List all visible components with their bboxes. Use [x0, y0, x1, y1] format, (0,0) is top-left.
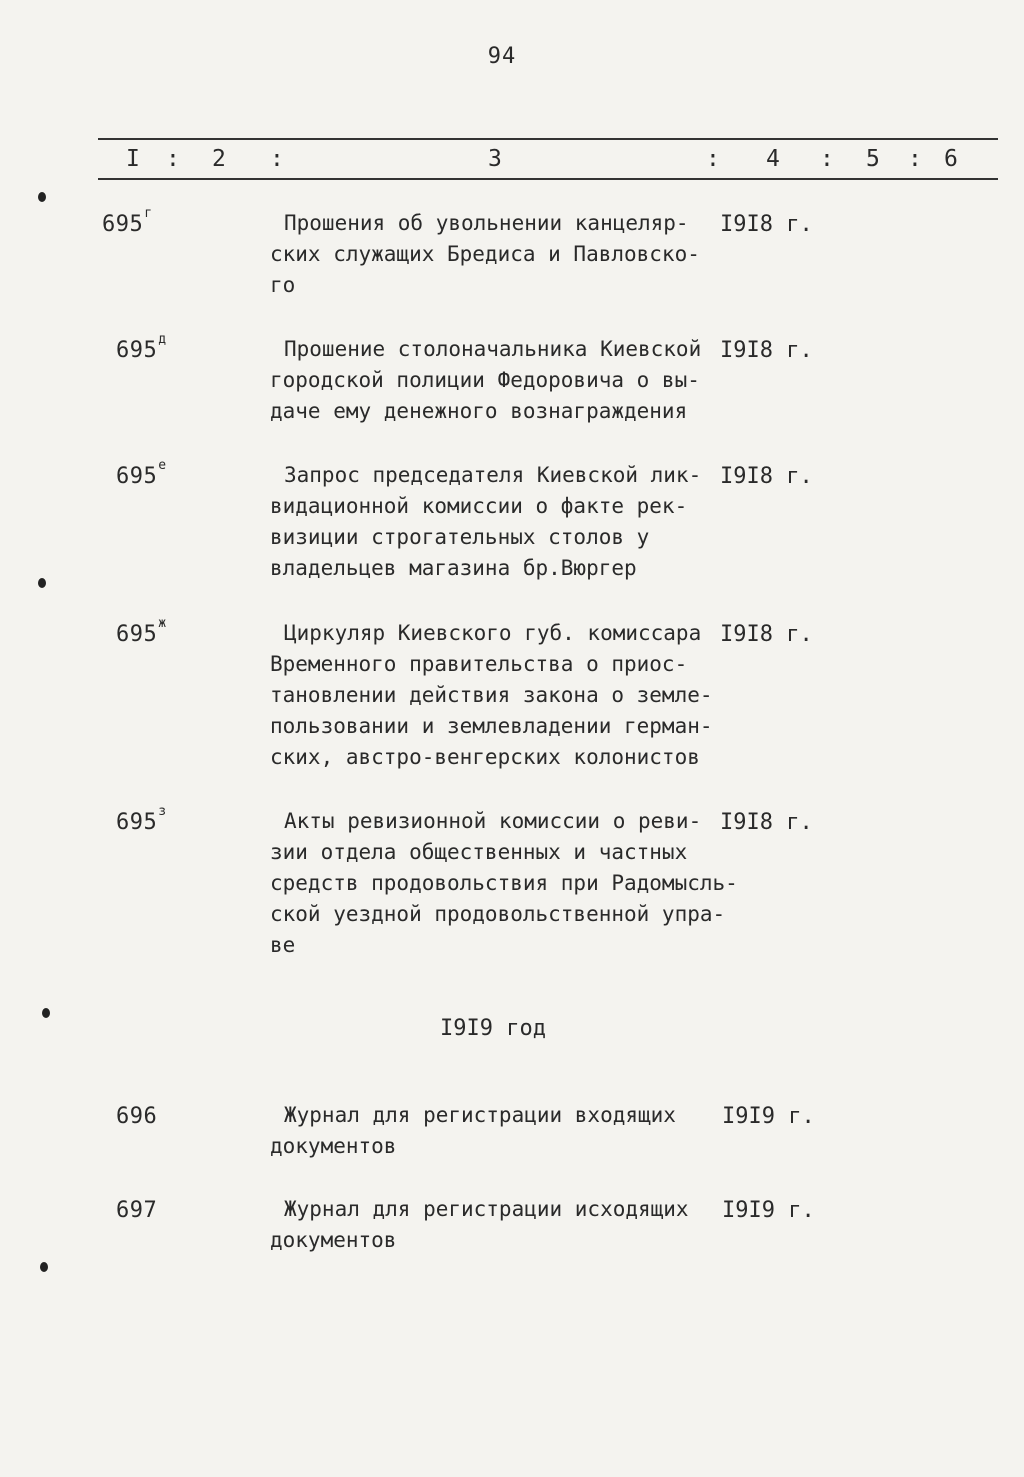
section-title: I9I9 год — [440, 1016, 546, 1041]
entry-date: I9I8 г. — [720, 338, 813, 363]
header-col-1: I — [126, 146, 140, 172]
entry-number: $695^е$ — [116, 458, 167, 489]
entry-number: $695^г$ — [102, 206, 153, 237]
entry-number: $695^ж$ — [116, 616, 167, 647]
entry-superscript: е — [158, 458, 167, 473]
entry-date: I9I8 г. — [720, 622, 813, 647]
entry-description — [270, 1194, 740, 1256]
header-separator: : — [908, 146, 922, 172]
entry-date: I9I8 г. — [720, 212, 813, 237]
binder-hole-mark — [38, 578, 46, 588]
header-col-6: 6 — [944, 146, 958, 172]
entry-date: I9I8 г. — [720, 810, 813, 835]
entry-line: даче ему денежного вознаграждения — [270, 399, 688, 423]
entry-description — [270, 618, 740, 773]
entry-line: видационной комиссии о факте рек- — [270, 494, 688, 518]
entry-line: го — [270, 273, 296, 297]
header-separator: : — [270, 146, 284, 172]
entry-line: тановлении действия закона о земле- — [270, 683, 713, 707]
entry-date: I9I9 г. — [722, 1198, 815, 1223]
header-col-4: 4 — [766, 146, 780, 172]
entry-description — [270, 208, 740, 301]
entry-description — [270, 460, 740, 584]
entry-line: ве — [270, 933, 296, 957]
entry-line: Временного правительства о приос- — [270, 652, 688, 676]
entry-line: документов — [270, 1228, 397, 1252]
entry-line: городской полиции Федоровича о вы- — [270, 368, 700, 392]
entry-line: Журнал для регистрации входящих — [284, 1103, 676, 1127]
entry-superscript: ж — [158, 616, 167, 631]
header-rule-bottom — [98, 178, 998, 180]
entry-description — [270, 1100, 740, 1162]
entry-line: Прошения об увольнении канцеляр- — [284, 211, 689, 235]
header-rule-top — [98, 138, 998, 140]
entry-description — [270, 334, 740, 427]
entry-number: $695^д$ — [116, 332, 167, 363]
page-number: 94 — [487, 44, 517, 69]
entry-date: I9I8 г. — [720, 464, 813, 489]
entry-description — [270, 806, 740, 961]
header-separator: : — [706, 146, 720, 172]
entry-line: зии отдела общественных и частных — [270, 840, 688, 864]
entry-date: I9I9 г. — [722, 1104, 815, 1129]
entry-number: $695^з$ — [116, 804, 167, 835]
entry-line: Циркуляр Киевского губ. комиссара — [284, 621, 702, 645]
binder-hole-mark — [38, 192, 46, 202]
header-col-2: 2 — [212, 146, 226, 172]
entry-line: ских служащих Бредиса и Павловско- — [270, 242, 700, 266]
entry-line: Журнал для регистрации исходящих — [284, 1197, 689, 1221]
header-col-5: 5 — [866, 146, 880, 172]
entry-line: документов — [270, 1134, 397, 1158]
header-separator: : — [166, 146, 180, 172]
entry-superscript: г — [144, 206, 153, 221]
entry-line: средств продовольствия при Радомысль- — [270, 871, 738, 895]
entry-superscript: д — [158, 332, 167, 347]
entry-line: Запрос председателя Киевской лик- — [284, 463, 702, 487]
entry-line: владельцев магазина бр.Вюргер — [270, 556, 637, 580]
entry-line: ской уездной продовольственной упра- — [270, 902, 726, 926]
entry-line: визиции строгательных столов у — [270, 525, 650, 549]
binder-hole-mark — [40, 1262, 48, 1272]
header-separator: : — [820, 146, 834, 172]
entry-number: 697 — [116, 1198, 158, 1223]
entry-superscript: з — [158, 804, 167, 819]
entry-line: пользовании и землевладении герман- — [270, 714, 713, 738]
entry-line: Акты ревизионной комиссии о реви- — [284, 809, 702, 833]
header-col-3: 3 — [488, 146, 502, 172]
binder-hole-mark — [42, 1008, 50, 1018]
entry-line: ских, австро-венгерских колонистов — [270, 745, 700, 769]
entry-number: 696 — [116, 1104, 158, 1129]
entry-line: Прошение столоначальника Киевской — [284, 337, 702, 361]
